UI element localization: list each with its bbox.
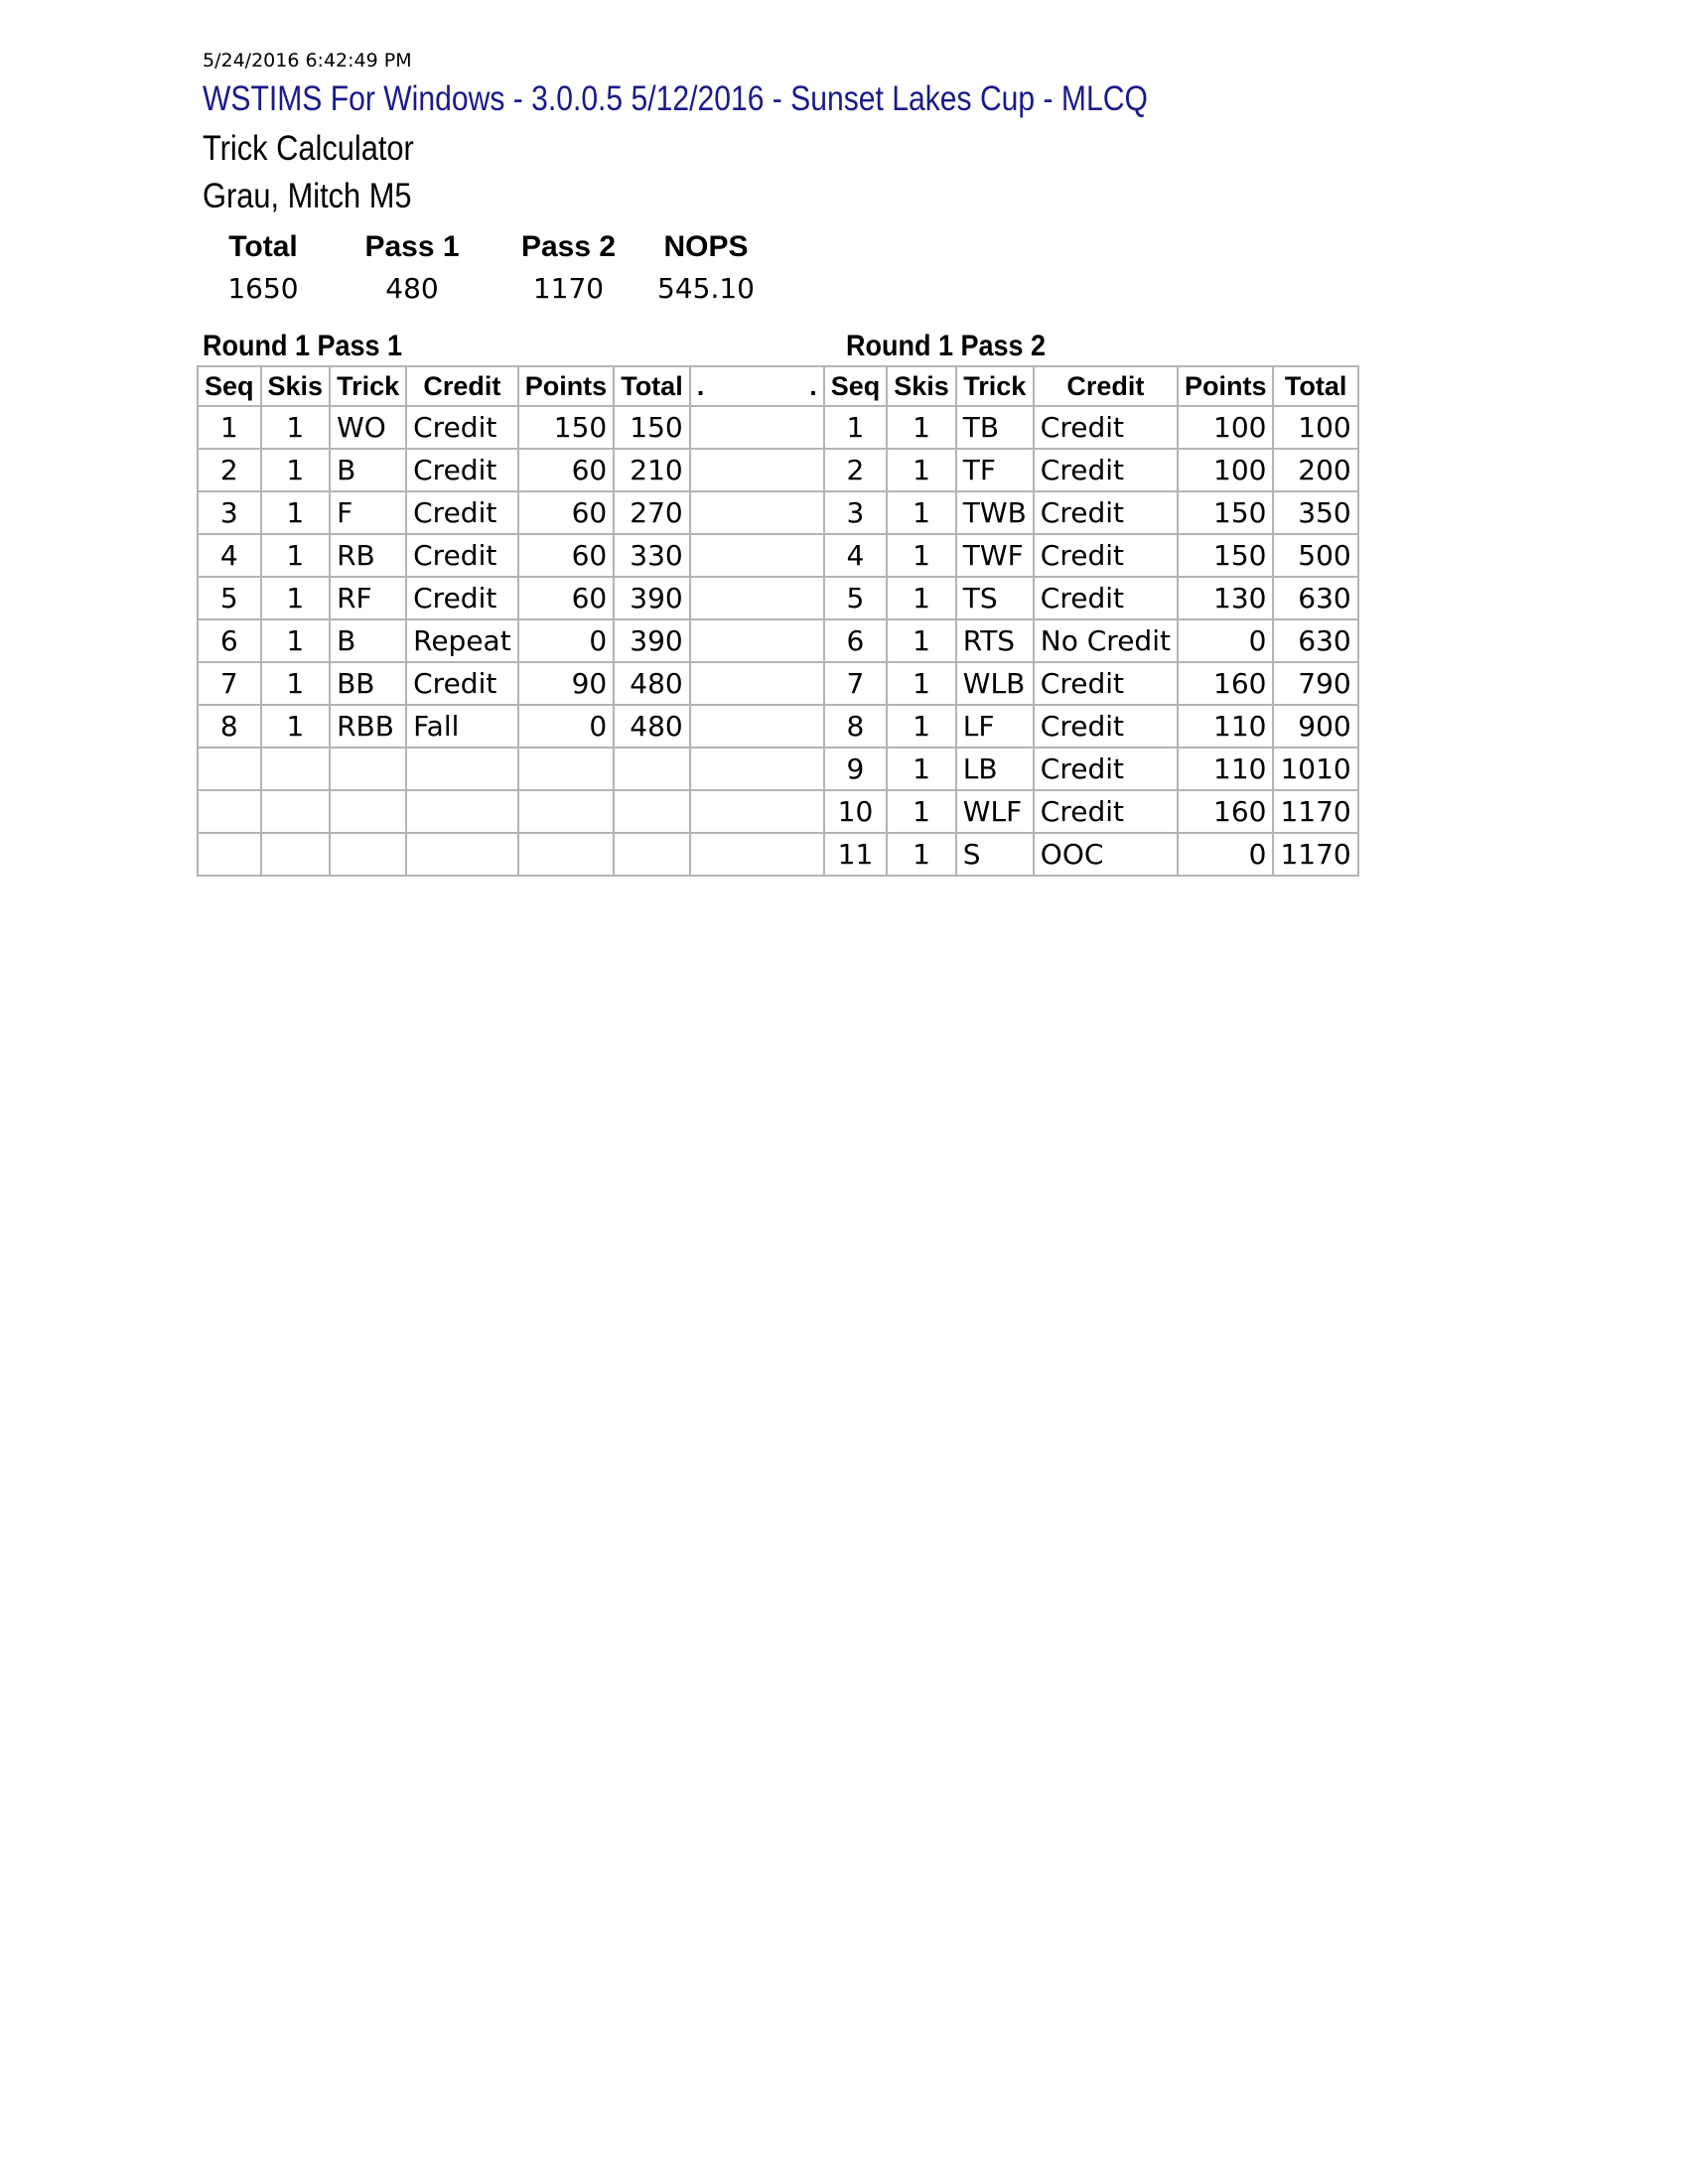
pass2-skis-cell: 1 [887,790,956,833]
pass1-trick-cell: B [330,619,406,662]
pass1-skis-cell: 1 [261,577,331,619]
calculator-title: Trick Calculator [203,129,414,168]
pass2-total-cell: 1170 [1273,833,1357,876]
round1-pass1-title: Round 1 Pass 1 [203,330,403,362]
table-header-row [198,366,1358,406]
pass2-seq-cell: 7 [824,662,888,705]
pass1-credit-cell [406,748,518,790]
pass1-points-cell: 60 [518,577,615,619]
pass1-total-cell [614,790,690,833]
pass2-total-cell: 900 [1273,705,1357,748]
separator-cell [690,662,824,705]
pass1-credit-cell: Credit [406,662,518,705]
pass2-trick-cell: LF [956,705,1034,748]
pass1-credit-cell: Fall [406,705,518,748]
pass2-total-cell: 100 [1273,406,1357,449]
col-separator [690,366,824,406]
pass1-total-cell [614,833,690,876]
pass1-trick-cell: RF [330,577,406,619]
table-row [198,577,1358,619]
table-row [198,619,1358,662]
pass1-seq-cell: 2 [198,449,261,491]
pass2-seq-cell: 9 [824,748,888,790]
pass2-trick-cell: WLF [956,790,1034,833]
pass1-seq-cell [198,748,261,790]
separator-cell [690,748,824,790]
pass1-trick-cell: B [330,449,406,491]
pass1-trick-cell: RB [330,534,406,577]
pass1-seq-cell [198,833,261,876]
pass1-skis-cell: 1 [261,491,331,534]
pass2-skis-cell: 1 [887,705,956,748]
col-credit: Credit [406,366,518,406]
pass2-points-cell: 160 [1178,662,1274,705]
score-summary [209,226,781,308]
table-row [198,833,1358,876]
summary-value-total: 1650 [227,271,299,305]
pass1-total-cell [614,748,690,790]
pass1-skis-cell: 1 [261,534,331,577]
app-title: WSTIMS For Windows - 3.0.0.5 5/12/2016 - Sunset Lakes Cup - MLCQ [203,79,1148,118]
pass2-trick-cell: TS [956,577,1034,619]
pass1-points-cell: 60 [518,449,615,491]
col-skis: Skis [887,366,956,406]
pass2-points-cell: 110 [1178,705,1274,748]
pass1-total-cell: 390 [614,619,690,662]
pass1-seq-cell: 5 [198,577,261,619]
pass1-total-cell: 390 [614,577,690,619]
pass2-seq-cell: 8 [824,705,888,748]
col-points: Points [1178,366,1274,406]
pass1-trick-cell [330,748,406,790]
pass1-points-cell: 60 [518,534,615,577]
pass1-seq-cell: 4 [198,534,261,577]
pass1-skis-cell: 1 [261,449,331,491]
trick-table [197,365,1359,877]
table-row [198,662,1358,705]
pass2-skis-cell: 1 [887,491,956,534]
pass1-points-cell [518,748,615,790]
pass1-trick-cell: WO [330,406,406,449]
summary-value-pass2: 1170 [532,271,605,305]
pass2-total-cell: 350 [1273,491,1357,534]
pass2-total-cell: 630 [1273,619,1357,662]
pass2-total-cell: 630 [1273,577,1357,619]
table-row [198,790,1358,833]
pass2-seq-cell: 10 [824,790,888,833]
pass2-credit-cell: No Credit [1034,619,1178,662]
pass1-credit-cell: Credit [406,449,518,491]
pass1-points-cell: 0 [518,705,615,748]
pass1-skis-cell: 1 [261,619,331,662]
pass1-seq-cell: 7 [198,662,261,705]
pass1-points-cell: 150 [518,406,615,449]
pass1-total-cell: 150 [614,406,690,449]
pass2-points-cell: 110 [1178,748,1274,790]
summary-header-pass1: Pass 1 [364,230,460,263]
separator-cell [690,491,824,534]
pass2-credit-cell: Credit [1034,491,1178,534]
pass1-total-cell: 210 [614,449,690,491]
col-credit: Credit [1034,366,1178,406]
pass2-trick-cell: WLB [956,662,1034,705]
table-row [198,534,1358,577]
pass2-seq-cell: 3 [824,491,888,534]
pass1-skis-cell [261,748,331,790]
pass1-skis-cell [261,833,331,876]
pass2-skis-cell: 1 [887,406,956,449]
pass2-points-cell: 130 [1178,577,1274,619]
summary-value-nops: 545.10 [657,271,755,305]
pass1-trick-cell: BB [330,662,406,705]
pass2-skis-cell: 1 [887,662,956,705]
pass1-credit-cell: Repeat [406,619,518,662]
col-total: Total [1273,366,1357,406]
separator-cell [690,449,824,491]
pass2-skis-cell: 1 [887,748,956,790]
table-row [198,406,1358,449]
pass2-points-cell: 150 [1178,491,1274,534]
round1-pass2-title: Round 1 Pass 2 [846,330,1047,362]
pass2-trick-cell: TWB [956,491,1034,534]
pass1-seq-cell [198,790,261,833]
pass2-points-cell: 0 [1178,619,1274,662]
pass2-seq-cell: 2 [824,449,888,491]
pass2-trick-cell: TWF [956,534,1034,577]
pass2-points-cell: 0 [1178,833,1274,876]
pass2-trick-cell: S [956,833,1034,876]
separator-dot-right: . [809,370,817,401]
pass2-credit-cell: Credit [1034,748,1178,790]
summary-header-pass2: Pass 2 [520,230,617,263]
col-trick: Trick [956,366,1034,406]
separator-cell [690,406,824,449]
pass2-trick-cell: TF [956,449,1034,491]
pass1-credit-cell: Credit [406,577,518,619]
pass1-skis-cell [261,790,331,833]
summary-header-nops: NOPS [663,230,749,263]
pass1-seq-cell: 3 [198,491,261,534]
pass2-seq-cell: 11 [824,833,888,876]
separator-cell [690,534,824,577]
col-seq: Seq [824,366,888,406]
pass1-seq-cell: 8 [198,705,261,748]
pass2-credit-cell: Credit [1034,577,1178,619]
pass1-skis-cell: 1 [261,662,331,705]
table-row [198,491,1358,534]
pass1-trick-cell [330,790,406,833]
separator-dot-left: . [696,370,705,401]
skier-name: Grau, Mitch M5 [203,177,412,215]
pass2-points-cell: 160 [1178,790,1274,833]
pass1-credit-cell: Credit [406,406,518,449]
col-skis: Skis [261,366,331,406]
pass2-credit-cell: Credit [1034,705,1178,748]
pass1-seq-cell: 6 [198,619,261,662]
separator-cell [690,833,824,876]
pass1-points-cell: 0 [518,619,615,662]
pass2-credit-cell: Credit [1034,662,1178,705]
pass2-points-cell: 150 [1178,534,1274,577]
pass2-points-cell: 100 [1178,449,1274,491]
pass2-credit-cell: OOC [1034,833,1178,876]
summary-header-total: Total [228,230,298,263]
pass2-total-cell: 200 [1273,449,1357,491]
pass2-skis-cell: 1 [887,619,956,662]
pass2-seq-cell: 6 [824,619,888,662]
pass1-seq-cell: 1 [198,406,261,449]
pass2-points-cell: 100 [1178,406,1274,449]
pass2-trick-cell: LB [956,748,1034,790]
separator-cell [690,705,824,748]
separator-cell [690,790,824,833]
col-trick: Trick [330,366,406,406]
pass2-trick-cell: TB [956,406,1034,449]
pass2-total-cell: 1170 [1273,790,1357,833]
pass1-points-cell: 90 [518,662,615,705]
pass2-total-cell: 500 [1273,534,1357,577]
table-row [198,748,1358,790]
table-row [198,449,1358,491]
pass2-skis-cell: 1 [887,577,956,619]
pass1-total-cell: 270 [614,491,690,534]
pass2-skis-cell: 1 [887,534,956,577]
pass2-credit-cell: Credit [1034,534,1178,577]
pass2-seq-cell: 5 [824,577,888,619]
summary-value-pass1: 480 [385,271,439,305]
pass2-credit-cell: Credit [1034,406,1178,449]
pass1-skis-cell: 1 [261,705,331,748]
pass1-points-cell [518,833,615,876]
report-timestamp: 5/24/2016 6:42:49 PM [203,50,412,71]
col-total: Total [614,366,690,406]
col-seq: Seq [198,366,261,406]
pass1-credit-cell: Credit [406,534,518,577]
pass2-seq-cell: 4 [824,534,888,577]
pass1-credit-cell [406,833,518,876]
pass1-credit-cell: Credit [406,491,518,534]
col-points: Points [518,366,615,406]
pass2-total-cell: 1010 [1273,748,1357,790]
pass2-credit-cell: Credit [1034,449,1178,491]
pass2-skis-cell: 1 [887,449,956,491]
table-row [198,705,1358,748]
pass1-trick-cell: RBB [330,705,406,748]
pass1-total-cell: 480 [614,662,690,705]
pass2-credit-cell: Credit [1034,790,1178,833]
pass2-trick-cell: RTS [956,619,1034,662]
pass1-trick-cell [330,833,406,876]
pass1-skis-cell: 1 [261,406,331,449]
pass1-credit-cell [406,790,518,833]
separator-cell [690,619,824,662]
pass2-seq-cell: 1 [824,406,888,449]
pass1-points-cell: 60 [518,491,615,534]
separator-cell [690,577,824,619]
pass1-total-cell: 480 [614,705,690,748]
pass1-trick-cell: F [330,491,406,534]
pass1-total-cell: 330 [614,534,690,577]
pass2-total-cell: 790 [1273,662,1357,705]
pass2-skis-cell: 1 [887,833,956,876]
pass1-points-cell [518,790,615,833]
